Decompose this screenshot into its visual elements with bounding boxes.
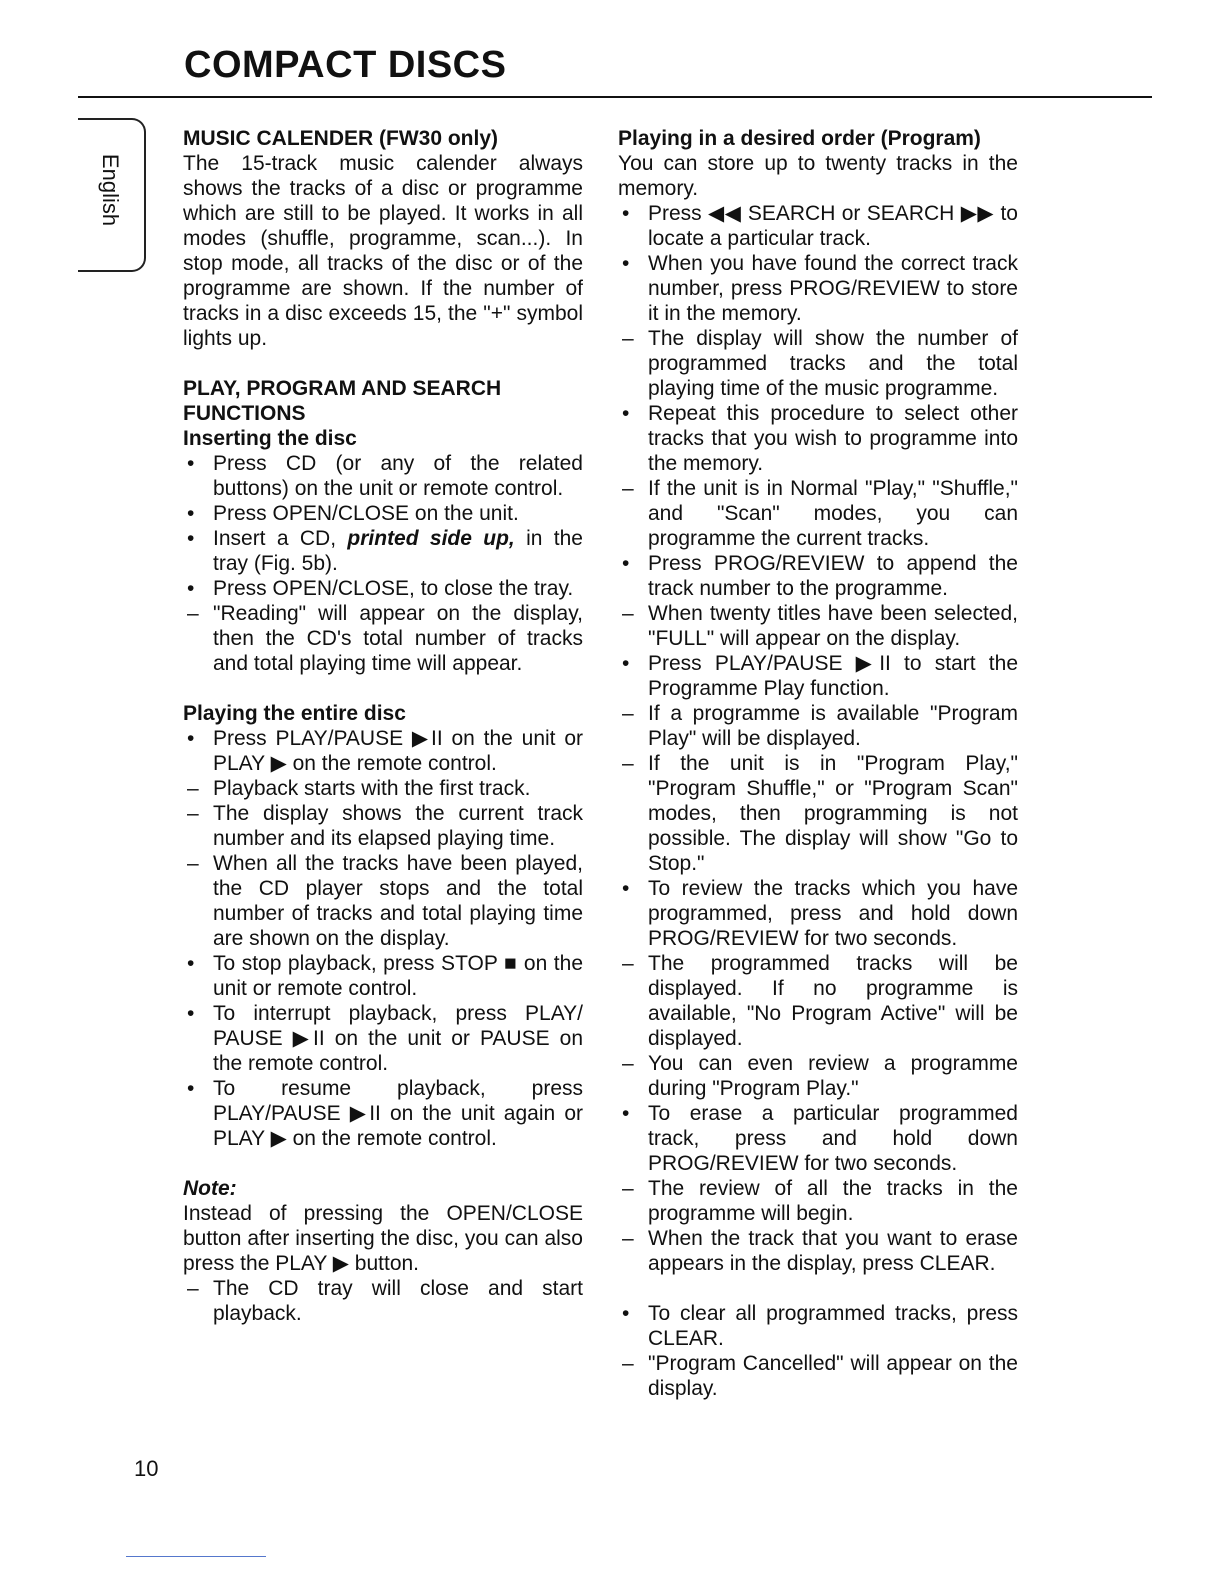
dash-marker: – <box>622 327 634 350</box>
list-item <box>183 1276 583 1326</box>
list-item <box>618 326 1018 401</box>
section-heading-line-1: PLAY, PROGRAM AND SEARCH <box>183 377 502 400</box>
dash-marker: – <box>187 602 199 625</box>
list-item <box>183 951 583 1001</box>
music-calender-heading: MUSIC CALENDER (FW30 only) <box>183 127 498 150</box>
language-tab-label: English <box>98 153 123 227</box>
dash-marker: – <box>622 602 634 625</box>
dash-marker: – <box>622 1352 634 1375</box>
list-item-text: When the track that you want to erase appears in the display, press CLEAR. <box>648 1227 1018 1275</box>
bullet-marker: • <box>187 1077 195 1100</box>
list-item <box>618 1351 1018 1401</box>
bullet-marker: • <box>187 577 195 600</box>
list-item-text: Press CD (or any of the related buttons) on the unit or remote control. <box>213 452 583 500</box>
bullet-marker: • <box>187 452 195 475</box>
list-item-text: Press PLAY/PAUSE ▶II on the unit or PLAY ▶ on the remote control. <box>213 727 583 775</box>
list-item <box>618 1101 1018 1176</box>
list-item <box>618 876 1018 951</box>
header-rule <box>78 96 1152 98</box>
list-item-text: The review of all the tracks in the programme will begin. <box>648 1177 1018 1225</box>
list-item <box>183 451 583 501</box>
list-item <box>183 1001 583 1076</box>
right-column <box>618 126 1018 1401</box>
list-item-text-part: Insert a CD, <box>213 527 348 550</box>
bullet-marker: • <box>622 402 630 425</box>
list-item-text: If a programme is available "Program Play" will be displayed. <box>648 702 1018 750</box>
bullet-marker: • <box>622 552 630 575</box>
list-item <box>183 776 583 801</box>
dash-marker: – <box>622 952 634 975</box>
list-item-text: The CD tray will close and start playback. <box>213 1277 583 1325</box>
bullet-marker: • <box>622 252 630 275</box>
list-item-text: To resume playback, press PLAY/PAUSE ▶II on the unit again or PLAY ▶ on the remote control. <box>213 1077 583 1150</box>
list-item <box>618 751 1018 876</box>
list-item-text: "Reading" will appear on the display, then the CD's total number of tracks and total playing time will appear. <box>213 602 583 675</box>
list-item-text-part: in the tray (Fig. 5b). <box>213 527 583 575</box>
note-text: Instead of pressing the OPEN/CLOSE button after inserting the disc, you can also press the PLAY ▶ button. <box>183 1202 583 1275</box>
list-item-text: Press PROG/REVIEW to append the track number to the programme. <box>648 552 1018 600</box>
bullet-marker: • <box>187 502 195 525</box>
list-item-text: Press ◀◀ SEARCH or SEARCH ▶▶ to locate a particular track. <box>648 202 1018 250</box>
list-item <box>183 801 583 851</box>
bullet-marker: • <box>187 952 195 975</box>
list-item-text: To interrupt playback, press PLAY/ PAUSE ▶II on the unit or PAUSE on the remote control. <box>213 1002 583 1075</box>
dash-marker: – <box>187 802 199 825</box>
list-item-text: When twenty titles have been selected, "FULL" will appear on the display. <box>648 602 1018 650</box>
program-heading: Playing in a desired order (Program) <box>618 127 981 150</box>
list-item-text: When all the tracks have been played, the CD player stops and the total number of tracks and total playing time are shown on the display. <box>213 852 583 950</box>
page-number: 10 <box>134 1456 159 1481</box>
bullet-marker: • <box>622 202 630 225</box>
emphasis-text: printed side up, <box>347 527 515 550</box>
section-heading-line-2: FUNCTIONS <box>183 402 306 425</box>
bullet-marker: • <box>622 877 630 900</box>
dash-marker: – <box>622 752 634 775</box>
list-item <box>618 476 1018 551</box>
list-item <box>183 726 583 776</box>
program-steps-list <box>618 201 1018 1276</box>
list-item <box>618 1226 1018 1276</box>
list-item <box>618 601 1018 651</box>
list-item <box>618 951 1018 1051</box>
list-item <box>618 1301 1018 1351</box>
list-item <box>618 551 1018 601</box>
language-tab-label-box <box>80 140 140 240</box>
list-item <box>618 651 1018 701</box>
list-item <box>618 401 1018 476</box>
bullet-marker: • <box>622 1302 630 1325</box>
list-item <box>618 201 1018 251</box>
list-item-text: To stop playback, press STOP ■ on the unit or remote control. <box>213 952 583 1000</box>
footer-line <box>126 1556 266 1557</box>
dash-marker: – <box>622 1227 634 1250</box>
list-item-text: The display shows the current track number and its elapsed playing time. <box>213 802 583 850</box>
bullet-marker: • <box>187 1002 195 1025</box>
bullet-marker: • <box>187 727 195 750</box>
bullet-marker: • <box>187 527 195 550</box>
inserting-disc-heading: Inserting the disc <box>183 427 357 450</box>
bullet-marker: • <box>622 1102 630 1125</box>
list-item-text: If the unit is in Normal "Play," "Shuffle," and "Scan" modes, you can programme the current tracks. <box>648 477 1018 550</box>
list-item-text: Repeat this procedure to select other tracks that you wish to programme into the memory. <box>648 402 1018 475</box>
list-item <box>183 851 583 951</box>
dash-marker: – <box>622 702 634 725</box>
dash-marker: – <box>187 852 199 875</box>
list-item <box>183 601 583 676</box>
list-item-text: You can even review a programme during "Program Play." <box>648 1052 1018 1100</box>
list-item-text: Press PLAY/PAUSE ▶II to start the Programme Play function. <box>648 652 1018 700</box>
list-item <box>183 576 583 601</box>
page-title: COMPACT DISCS <box>184 44 507 86</box>
list-item-text: To review the tracks which you have programmed, press and hold down PROG/REVIEW for two seconds. <box>648 877 1018 950</box>
dash-marker: – <box>622 477 634 500</box>
list-item <box>183 1076 583 1151</box>
list-item-text: If the unit is in "Program Play," "Program Shuffle," or "Program Scan" modes, then programming is not possible. The display will show "Go to Stop." <box>648 752 1018 875</box>
dash-marker: – <box>622 1052 634 1075</box>
dash-marker: – <box>622 1177 634 1200</box>
music-calender-text: The 15-track music calender always shows the tracks of a disc or programme which are still to be played. It works in all modes (shuffle, programme, scan...). In stop mode, all tracks of the disc or of the programme are shown. If the number of tracks in a disc exceeds 15, the "+" symbol lights up. <box>183 152 583 350</box>
entire-disc-heading: Playing the entire disc <box>183 702 406 725</box>
list-item-text: The programmed tracks will be displayed. If no programme is available, "No Program Active" will be displayed. <box>648 952 1018 1050</box>
list-item <box>183 501 583 526</box>
dash-marker: – <box>187 777 199 800</box>
list-item <box>618 1176 1018 1226</box>
list-item-text: To clear all programmed tracks, press CLEAR. <box>648 1302 1018 1350</box>
list-item-text: When you have found the correct track number, press PROG/REVIEW to store it in the memory. <box>648 252 1018 325</box>
list-item-text: "Program Cancelled" will appear on the display. <box>648 1352 1018 1400</box>
dash-marker: – <box>187 1277 199 1300</box>
list-item-text: Press OPEN/CLOSE, to close the tray. <box>213 577 574 600</box>
note-label: Note: <box>183 1177 237 1200</box>
program-intro: You can store up to twenty tracks in the memory. <box>618 152 1018 200</box>
list-item-text: Playback starts with the first track. <box>213 777 531 800</box>
left-column <box>183 126 583 1326</box>
bullet-marker: • <box>622 652 630 675</box>
list-item-text: To erase a particular programmed track, press and hold down PROG/REVIEW for two seconds. <box>648 1102 1018 1175</box>
list-item <box>183 526 583 576</box>
list-item-text: Press OPEN/CLOSE on the unit. <box>213 502 519 525</box>
list-item <box>618 1051 1018 1101</box>
list-item <box>618 251 1018 326</box>
list-item <box>618 701 1018 751</box>
list-item-text: The display will show the number of programmed tracks and the total playing time of the music programme. <box>648 327 1018 400</box>
